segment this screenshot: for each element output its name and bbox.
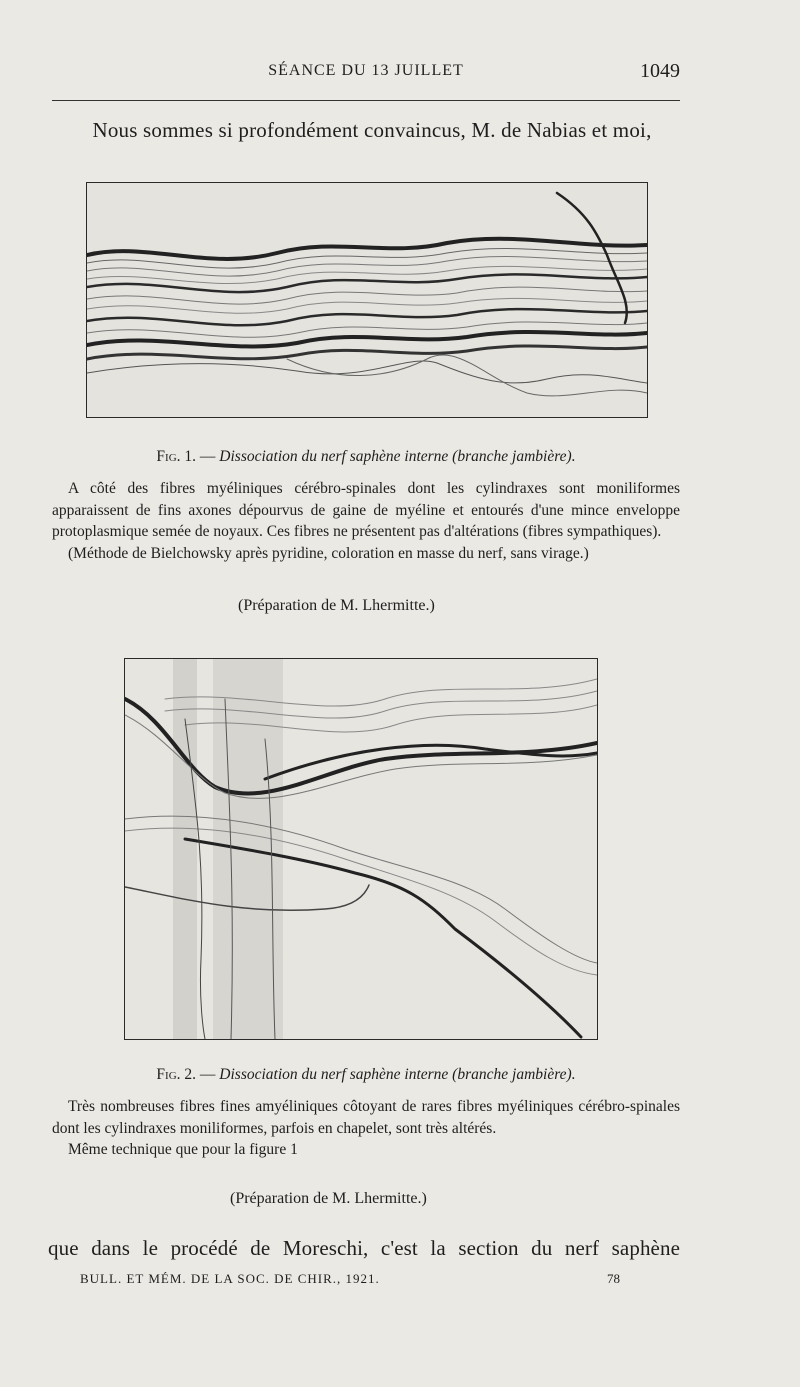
opening-line: Nous sommes si profondément convaincus, M. de Nabias et moi, [92,118,652,142]
figure-1-label: Fig. 1. — [156,448,216,465]
figure-1-method-paragraph: (Méthode de Bielchowsky après pyridine, coloration en masse du nerf, sans virage.) [68,544,589,562]
figure-1-description-paragraph: A côté des fibres myéliniques cérébro-spinales dont les cylindraxes sont moniliformes apparaissent de fins axones dépourvus de gaine de myéline et entourés d'une mince enveloppe protoplasmique semée de noyaux. Ces fibres ne présentent pas d'altérations (fibres sympathiques). [52,480,680,540]
figure-2-description-paragraph: Très nombreuses fibres fines amyéliniques côtoyant de rares fibres myéliniques cérébro-spinales dont les cylindraxes moniliformes, parfois en chapelet, sont très altérés. [52,1098,680,1137]
closing-line: que dans le procédé de Moreschi, c'est la section du nerf saphène [48,1236,680,1260]
figure-2-technique-paragraph: Même technique que pour la figure 1 [68,1141,298,1158]
figure-2-micrograph [124,658,598,1040]
footer-journal: BULL. ET MÉM. DE LA SOC. DE CHIR., 1921. [80,1271,380,1286]
page-header [52,60,680,90]
figure-2-credit: (Préparation de M. Lhermitte.) [230,1190,427,1207]
header-rule [52,100,680,101]
figure-1-illustration [87,183,647,417]
figure-1-description [52,478,680,564]
figure-1-caption [52,448,680,466]
figure-1-title: Dissociation du nerf saphène interne (branche jambière). [219,448,576,465]
running-head: SÉANCE DU 13 JUILLET [268,62,464,79]
figure-1-micrograph [86,182,648,418]
page-footer [80,1271,620,1291]
figure-2-title: Dissociation du nerf saphène interne (branche jambière). [219,1066,576,1083]
figure-1-credit: (Préparation de M. Lhermitte.) [238,597,435,614]
page-number: 1049 [640,60,680,82]
footer-signature: 78 [607,1271,620,1286]
figure-2-description [52,1096,680,1161]
figure-2-illustration [125,659,597,1039]
figure-2-label: Fig. 2. — [156,1066,216,1083]
figure-2-caption [52,1066,680,1084]
